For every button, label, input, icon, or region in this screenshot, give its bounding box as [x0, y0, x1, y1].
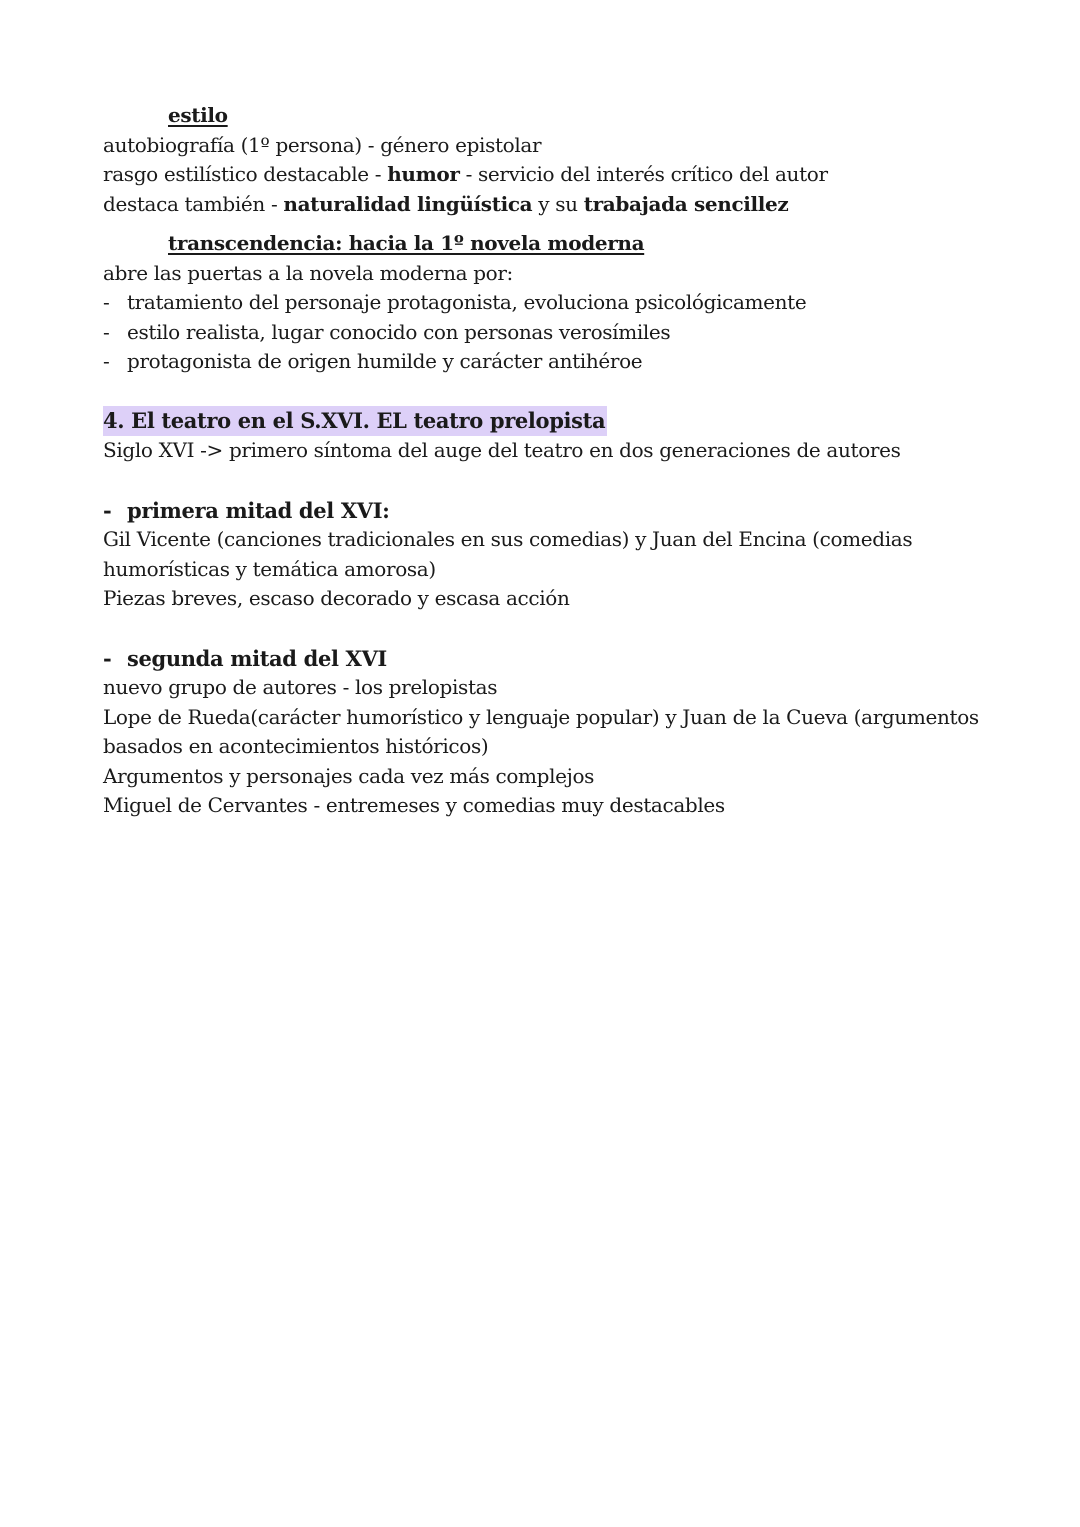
estilo-line-3-c: y su [532, 191, 584, 216]
estilo-heading: estilo [168, 103, 228, 127]
estilo-line-2 [103, 160, 1003, 190]
primera-line-1: Gil Vicente (canciones tradicionales en sus comedias) y Juan del Encina (comedias [103, 527, 913, 551]
estilo-line-3 [103, 190, 1003, 220]
segunda-line-2: Lope de Rueda(carácter humorístico y lenguaje popular) y Juan de la Cueva (argumentos [103, 704, 979, 729]
document-page [103, 101, 1003, 821]
primera-line-3: Piezas breves, escaso decorado y escasa acción [103, 586, 570, 610]
section-4-title: 4. El teatro en el S.XVI. EL teatro prelopista [103, 406, 607, 436]
dash-bullet: - [103, 349, 110, 373]
list-item: - estilo realista, lugar conocido con personas verosímiles [103, 318, 1003, 348]
list-item: - tratamiento del personaje protagonista, evoluciona psicológicamente [103, 288, 1003, 318]
segunda-line-5: Miguel de Cervantes - entremeses y comedias muy destacables [103, 793, 725, 817]
estilo-line-3-a: destaca también - [103, 191, 284, 216]
dash-bullet: - [103, 497, 112, 523]
dash-bullet: - [103, 290, 110, 314]
primera-line-2: humorísticas y temática amorosa) [103, 556, 436, 581]
sencillez-term: trabajada sencillez [583, 191, 789, 216]
primera-mitad-heading: - primera mitad del XVI: [103, 496, 1003, 526]
segunda-line-1: nuevo grupo de autores - los prelopistas [103, 675, 498, 699]
estilo-line-1: autobiografía (1º persona) - género epistolar [103, 132, 542, 157]
dash-bullet: - [103, 645, 112, 671]
estilo-line-2-c: - servicio del interés crítico del autor [459, 162, 828, 186]
estilo-line-2-a: rasgo estilístico destacable - [103, 162, 388, 186]
section-4-intro: Siglo XVI -> primero síntoma del auge del teatro en dos generaciones de autores [103, 438, 901, 462]
transcendencia-heading: transcendencia: hacia la 1º novela moderna [168, 231, 645, 255]
segunda-line-4: Argumentos y personajes cada vez más complejos [103, 763, 595, 788]
transcendencia-intro: abre las puertas a la novela moderna por: [103, 260, 513, 285]
list-item: - protagonista de origen humilde y carácter antihéroe [103, 347, 1003, 377]
naturalidad-term: naturalidad lingüística [283, 191, 533, 216]
dash-bullet: - [103, 319, 110, 344]
humor-term: humor [387, 162, 460, 186]
segunda-mitad-heading: - segunda mitad del XVI [103, 644, 1003, 674]
segunda-line-3: basados en acontecimientos históricos) [103, 734, 489, 758]
